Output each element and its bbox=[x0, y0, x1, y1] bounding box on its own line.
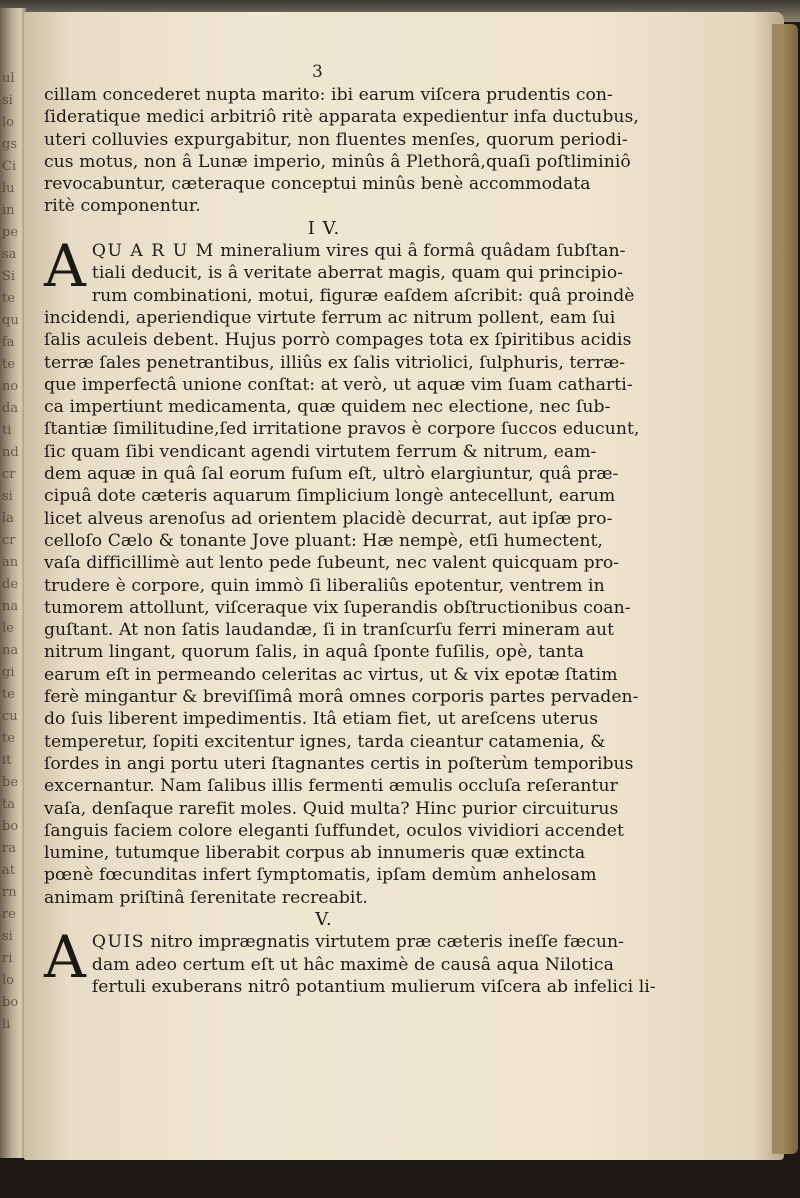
text-line: earum eſt in permeando celeritas ac virtus, ut & vix epotæ ſtatim bbox=[44, 664, 618, 685]
text-line: dem aquæ in quâ ſal eorum fuſum eſt, ultrò elargiuntur, quâ præ- bbox=[44, 464, 619, 485]
text-line: ſordes in angi portu uteri ſtagnantes certis in poſterùm temporibus bbox=[44, 753, 634, 774]
page-content bbox=[44, 62, 656, 998]
page-edge bbox=[772, 24, 798, 1154]
first-word: QU A R U M bbox=[91, 241, 215, 262]
section-iv-paragraph bbox=[44, 232, 640, 909]
text-line: cipuâ dote cæteris aquarum ſimplicium longè antecellunt, earum bbox=[44, 486, 616, 507]
text-line: vaſa, denſaque rarefit moles. Quid multa? Hinc purior circuiturus bbox=[44, 798, 619, 819]
text-line: ſic quam ſibi vendicant agendi virtutem ferrum & nitrum, eam- bbox=[44, 441, 597, 462]
text-line: uteri colluvies expurgabitur, non fluentes menſes, quorum periodi- bbox=[44, 129, 628, 150]
text-line: nitro imprægnatis virtutem præ cæteris ineſſe fæcun- bbox=[145, 932, 624, 953]
text-line: trudere è corpore, quin immò ſi liberaliûs epotentur, ventrem in bbox=[44, 575, 605, 596]
text-line: incidendi, aperiendique virtute ferrum ac nitrum pollent, eam ſui bbox=[44, 307, 616, 328]
text-line: animam priſtinâ ſerenitate recreabit. bbox=[44, 887, 368, 908]
section-v-paragraph bbox=[44, 923, 656, 998]
text-line: ſideratique medici arbitriô ritè apparata expedientur infa ductubus, bbox=[44, 107, 639, 128]
section-heading-iv: I V. bbox=[307, 217, 341, 239]
text-line: revocabuntur, cæteraque conceptui minûs benè accommodata bbox=[44, 174, 591, 195]
text-line: terræ ſales penetrantibus, illiûs ex ſalis vitriolici, ſulphuris, terræ- bbox=[44, 352, 626, 373]
intro-paragraph bbox=[44, 84, 639, 218]
page-number: 3 bbox=[312, 62, 323, 82]
text-line: mineralium vires qui â formâ quâdam ſubſtan- bbox=[214, 241, 626, 262]
text-line: ſanguis faciem colore eleganti ſuffundet, oculos vividiori accendet bbox=[44, 820, 624, 841]
text-line: lumine, tutumque liberabit corpus ab innumeris quæ extincta bbox=[44, 843, 586, 864]
text-line: cillam concederet nupta marito: ibi earum viſcera prudentis con- bbox=[44, 85, 613, 105]
text-line: tiali deducit, is â veritate aberrat magis, quam qui principio- bbox=[91, 263, 624, 284]
text-line: fertuli exuberans nitrô potantium mulierum viſcera ab infelici li- bbox=[91, 976, 656, 997]
text-line: ritè componentur. bbox=[44, 196, 201, 217]
text-line: nitrum lingant, quorum ſalis, in aquâ ſponte fuſilis, opè, tanta bbox=[44, 642, 584, 663]
text-line: temperetur, ſopiti excitentur ignes, tarda cieantur catamenia, & bbox=[44, 731, 606, 752]
text-line: ca impertiunt medicamenta, quæ quidem nec electione, nec ſub- bbox=[44, 397, 611, 418]
text-line: guſtant. At non ſatis laudandæ, ſi in tranſcurſu ferri mineram aut bbox=[44, 620, 615, 641]
text-line: excernantur. Nam ſalibus illis fermenti æmulis occluſa reſerantur bbox=[44, 776, 618, 797]
text-line: tumorem attollunt, viſceraque vix ſuperandis obſtructionibus coan- bbox=[44, 597, 631, 618]
text-line: do ſuis liberent impedimentis. Itâ etiam fiet, ut areſcens uterus bbox=[44, 709, 599, 730]
text-line: ſtantiæ ſimilitudine,ſed irritatione pravos è corpore ſuccos educunt, bbox=[44, 419, 640, 440]
text-line: celloſo Cælo & tonante Jove pluant: Hæ nempè, etſi humectent, bbox=[44, 530, 603, 551]
facing-page-edge bbox=[0, 8, 26, 1158]
text-line: vaſa difficillimè aut lento pede ſubeunt, nec valent quicquam pro- bbox=[44, 553, 620, 574]
text-line: pœnè fœcunditas infert ſymptomatis, ipſam demùm anhelosam bbox=[44, 865, 597, 886]
text-line: cus motus, non â Lunæ imperio, minûs â Plethorâ,quaſi poſtliminiô bbox=[44, 151, 631, 172]
first-word: QUIS bbox=[91, 932, 146, 953]
text-line: ſalis aculeis debent. Hujus porrò compages tota ex ſpiritibus acidis bbox=[44, 330, 632, 351]
drop-cap: A bbox=[44, 232, 86, 301]
text-line: rum combinationi, motui, figuræ eaſdem aſcribit: quâ proindè bbox=[91, 285, 635, 306]
drop-cap: A bbox=[44, 923, 86, 992]
section-heading-v: V. bbox=[315, 908, 333, 930]
text-line: dam adeo certum eſt ut hâc maximè de causâ aqua Nilotica bbox=[91, 954, 614, 975]
text-line: ferè mingantur & breviſſimâ morâ omnes corporis partes pervaden- bbox=[44, 687, 639, 708]
text-line: licet alveus arenoſus ad orientem placidè decurrat, aut ipſæ pro- bbox=[44, 508, 613, 529]
facing-page-fragments: ul si lo gs Ci lu in pe sa Si te qu fa te no da ti nd cr si la cr an de na le na gi te cu te it be ta bo ra at rn re si ri lo bo li bbox=[2, 71, 19, 1032]
text-line: que imperfectâ unione conſtat: at verò, ut aquæ vim ſuam catharti- bbox=[44, 374, 633, 395]
